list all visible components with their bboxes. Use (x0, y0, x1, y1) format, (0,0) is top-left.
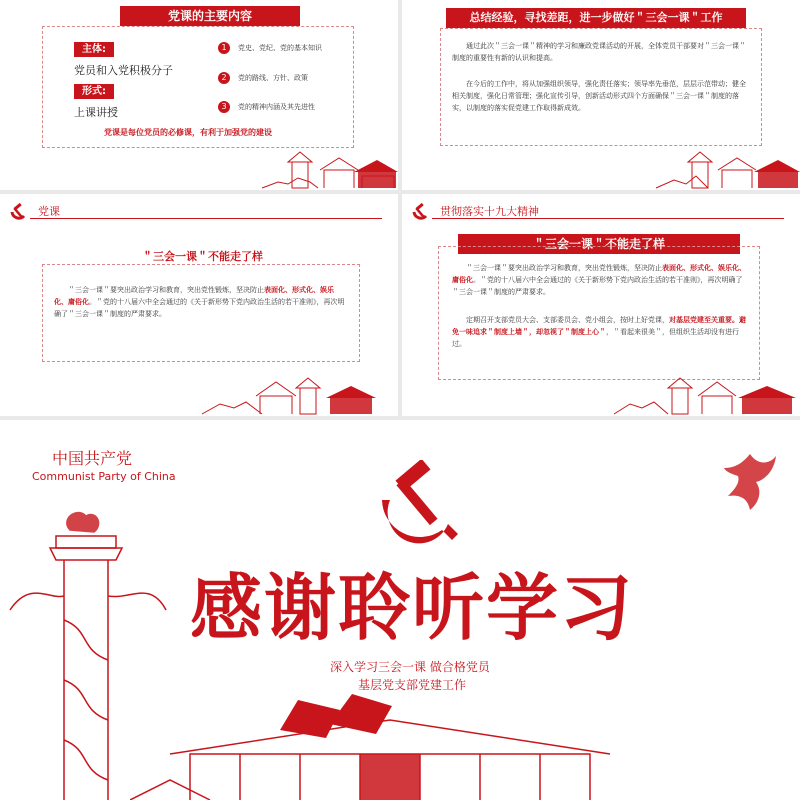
slide-party-lesson[interactable] (0, 194, 398, 416)
slide2-paragraph-1: 通过此次＂三会一课＂精神的学习和廉政党课活动的开展，全体党员干部要对＂三会一课＂制度的重要性有新的认识和提高。 (452, 42, 746, 62)
slide1-form-tag: 形式: (74, 84, 114, 99)
slide1-banner: 党课的主要内容 (120, 6, 300, 26)
slide4-paragraph-1: ＂三会一课＂要突出政治学习和教育，突出党性锻炼，坚决防止表面化、形式化、娱乐化、庸俗化。＂党的十八届六中全会通过的《关于新形势下党内政治生活的若干准则》，再次明确了＂三会一课＂制度的严肃要求。 (452, 264, 746, 296)
hammer-sickle-icon (8, 202, 28, 222)
slide4-header: 贯彻落实十九大精神 (440, 205, 539, 218)
list-number: 3 (218, 101, 230, 113)
slide-party-lesson-content[interactable] (0, 0, 398, 190)
skyline-illustration (652, 148, 800, 190)
slide1-form: 上课讲授 (74, 106, 118, 119)
hammer-sickle-icon (410, 202, 430, 222)
skyline-illustration (200, 374, 398, 416)
tiananmen-illustration (130, 690, 650, 800)
slide1-footer: 党课是每位党员的必修课，有利于加强党的建设 (104, 128, 272, 137)
org-name-cn: 中国共产党 (52, 449, 133, 468)
main-title: 感谢聆听学习 (190, 566, 635, 650)
slide2-paragraph-2: 在今后的工作中，将从加强组织领导，强化责任落实；领导率先垂范，层层示范带动；健全相关制度，强化日常管理；强化宣传引导，创新活动形式四个方面确保＂三会一课＂制度的落实，以制度的落实促党建工作取得新成效。 (452, 80, 746, 112)
slide3-paragraph: ＂三会一课＂要突出政治学习和教育，突出党性锻炼，坚决防止表面化、形式化、娱乐化、庸俗化。＂党的十八届六中全会通过的《关于新形势下党内政治生活的若干准则》，再次明确了＂三会一课＂制度的严肃要求。 (54, 286, 345, 318)
subtitle-1: 深入学习三会一课 做合格党员 (330, 660, 490, 674)
list-number: 2 (218, 72, 230, 84)
skyline-illustration (258, 148, 398, 190)
slide3-title: ＂三会一课＂不能走了样 (142, 250, 263, 263)
list-item: 党的路线、方针、政策 (238, 74, 308, 82)
list-item: 党史、党纪、党的基本知识 (238, 44, 322, 52)
slide-implement-19th-congress[interactable] (402, 194, 800, 416)
slide4-banner: ＂三会一课＂不能走了样 (458, 234, 740, 254)
slide3-header: 党课 (38, 205, 60, 218)
list-item: 党的精神内涵及其先进性 (238, 103, 315, 111)
header-divider (432, 218, 784, 219)
slide-summary-experience[interactable] (402, 0, 800, 190)
header-divider (30, 218, 382, 219)
subtitle-2: 基层党支部党建工作 (358, 678, 467, 692)
slide1-subject-tag: 主体: (74, 42, 114, 57)
slide2-banner: 总结经验，寻找差距，进一步做好＂三会一课＂工作 (446, 8, 746, 28)
hammer-sickle-icon (376, 460, 466, 550)
slide-thank-you[interactable] (0, 420, 800, 800)
slide1-subject: 党员和入党积极分子 (74, 64, 173, 77)
slide4-paragraph-2: 定期召开支部党员大会、支部委员会、党小组会，按时上好党课，对基层党建至关重要。避免一味追求＂制度上墙＂，却忽视了＂制度上心＂，＂看起来很美＂，但组织生活却没有进行过。 (452, 316, 746, 348)
dove-icon (720, 450, 780, 520)
list-number: 1 (218, 42, 230, 54)
org-name-en: Communist Party of China (32, 470, 176, 483)
skyline-illustration (612, 374, 800, 416)
